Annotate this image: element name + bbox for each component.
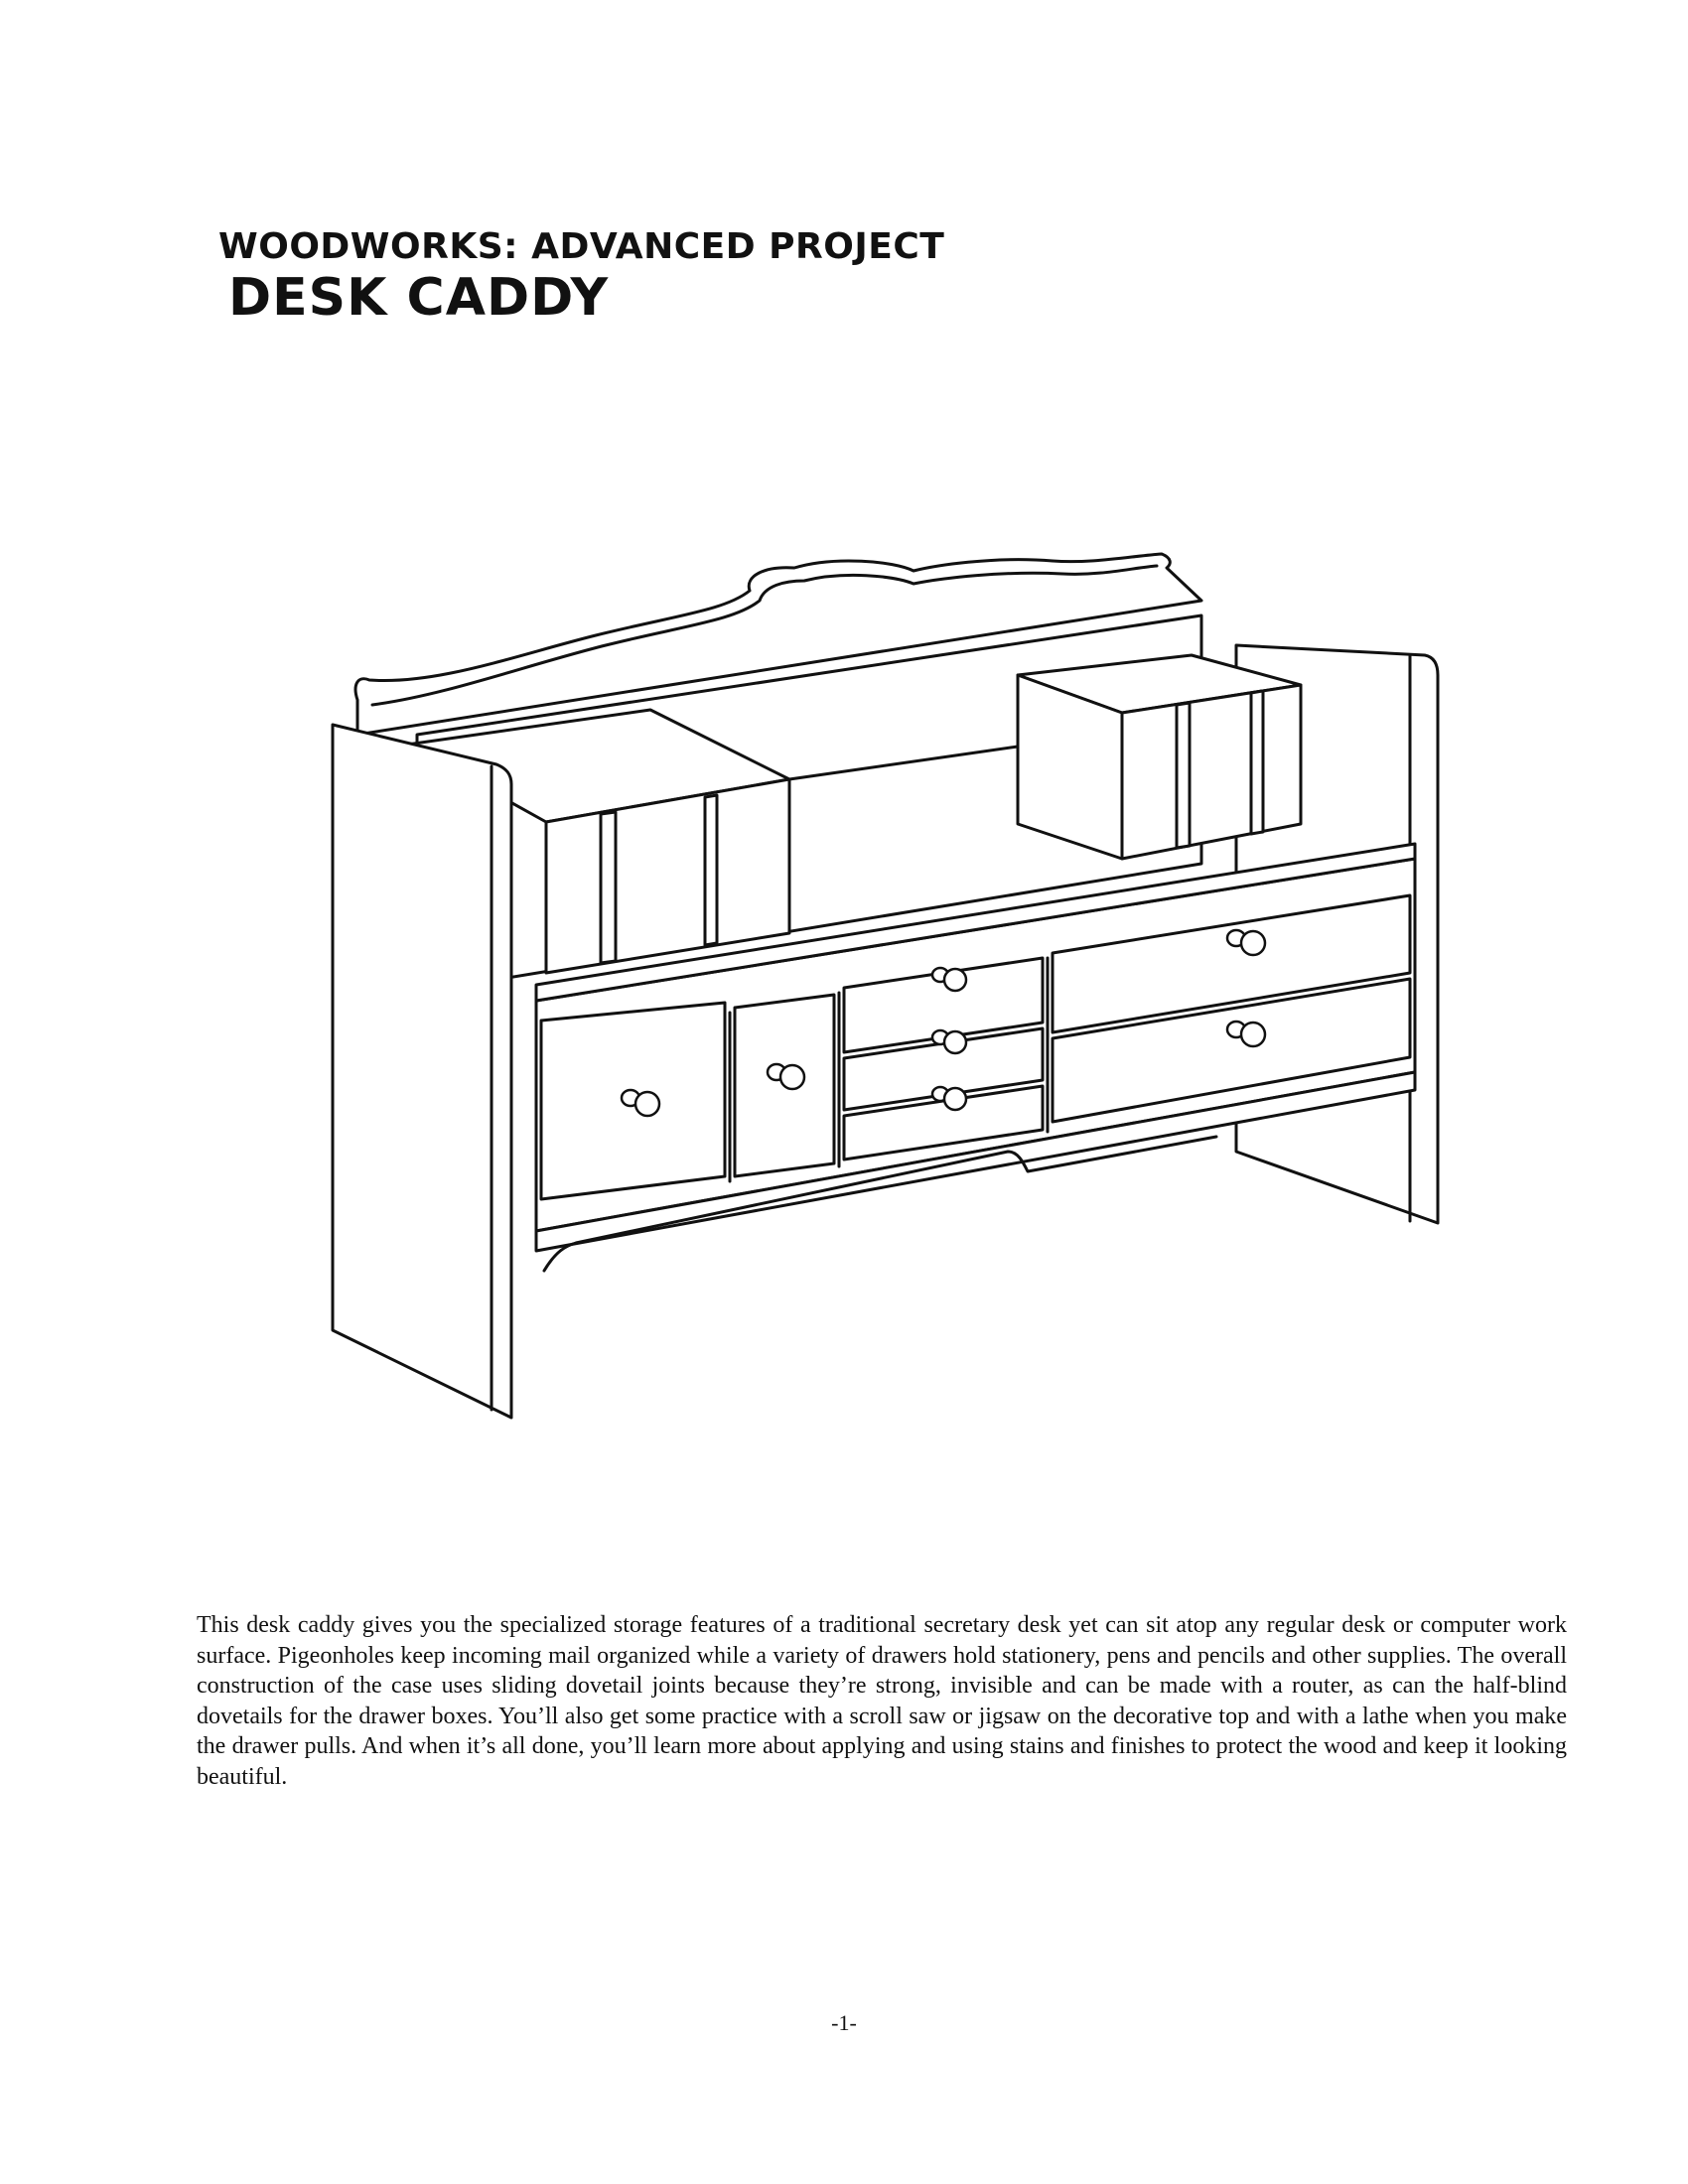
- project-title: DESK CADDY: [228, 268, 610, 328]
- desk-caddy-illustration: [298, 536, 1470, 1430]
- page-number: -1-: [831, 2010, 857, 2035]
- left-cubby-divider-1: [601, 812, 616, 963]
- series-heading: WOODWORKS: ADVANCED PROJECT: [218, 226, 945, 267]
- right-cubby-divider-1: [1177, 703, 1190, 848]
- left-cubby-divider-2: [705, 795, 717, 945]
- right-cubby-divider-2: [1251, 691, 1263, 834]
- left-side-panel: [333, 725, 511, 1418]
- intro-paragraph: This desk caddy gives you the specialized storage features of a traditional secretary desk yet can sit atop any regular desk or computer work surface. Pigeonholes keep incoming mail organized while a variety of drawers hold stationery, pens and pencils and other supplies. The overall construction of the case uses sliding dovetail joints because they’re strong, invisible and can be made with a router, as can the half-blind dovetails for the drawer boxes. You’ll also get some practice with a scroll saw or jigsaw on the decorative top and with a lathe when you make the drawer pulls. And when it’s all done, you’ll learn more about applying and using stains and finishes to protect the wood and keep it looking beautiful.: [197, 1612, 1567, 1790]
